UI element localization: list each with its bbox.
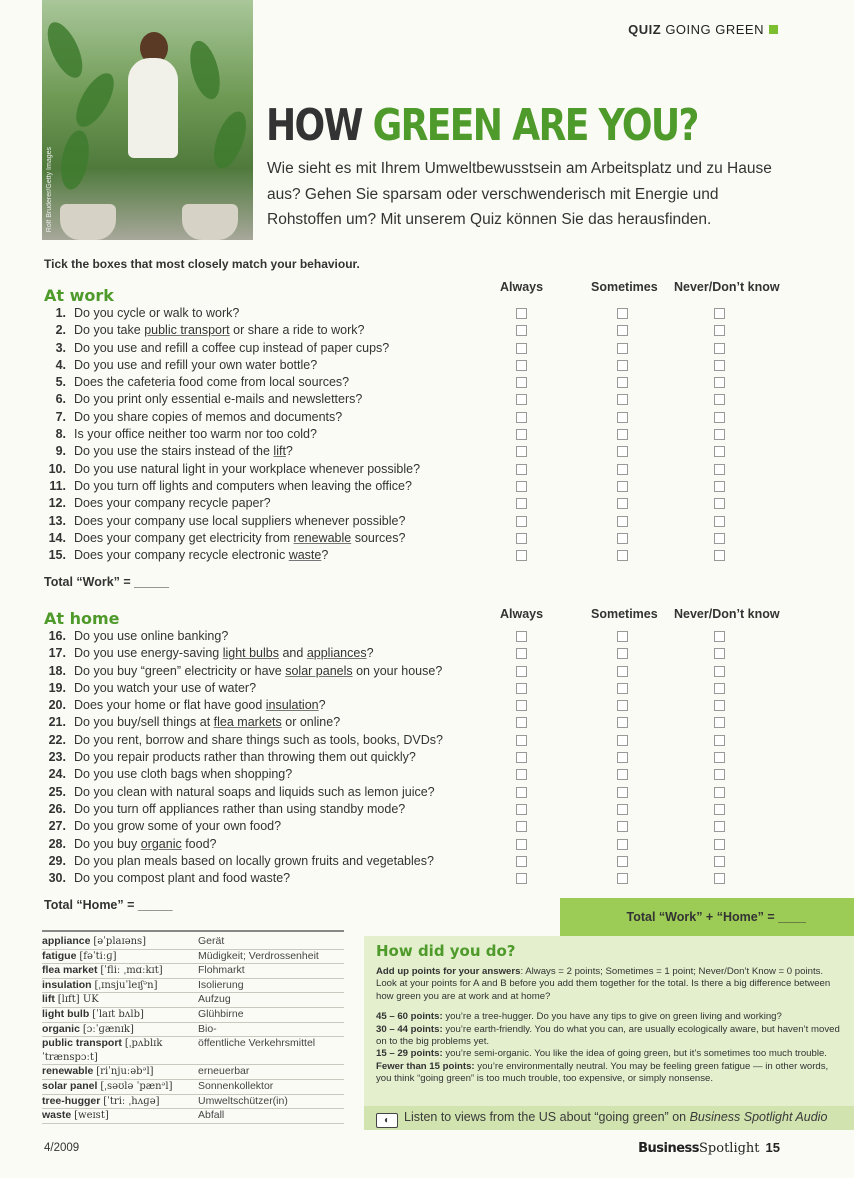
results-intro: Add up points for your answers: Always = 2 points; Sometimes = 1 point; Never/Don’t Know = 0 points. Look at your points for A and B before you add them together for the total. Is there a big difference between how green you are at work and at home? xyxy=(376,966,831,1002)
checkbox-always[interactable] xyxy=(516,550,527,561)
question-text: Do you compost plant and food waste? xyxy=(74,871,291,886)
checkbox-never[interactable] xyxy=(714,360,725,371)
glossary-term: flea market [ˈfliː ˌmɑːkɪt] xyxy=(42,964,163,977)
checkbox-never[interactable] xyxy=(714,821,725,832)
checkbox-sometimes[interactable] xyxy=(617,717,628,728)
glossary-entry xyxy=(42,993,344,1008)
glossary-pronunciation: [riˈnjuːəbᵊl] xyxy=(96,1066,154,1078)
question-number: 6. xyxy=(55,392,66,407)
question-number: 10. xyxy=(48,461,66,476)
question-text: Do you cycle or walk to work? xyxy=(74,306,240,320)
question-row xyxy=(44,646,804,663)
question-number: 21. xyxy=(48,715,66,730)
glossary-pronunciation: [ˈfliː ˌmɑːkɪt] xyxy=(100,965,163,977)
glossary-term: insulation [ˌɪnsjuˈleɪʃᵊn] xyxy=(42,978,158,991)
glossary-entry xyxy=(42,1095,344,1110)
glossary-entry xyxy=(42,964,344,979)
checkbox-never[interactable] xyxy=(714,631,725,642)
question-number: 17. xyxy=(48,646,66,661)
checkbox-never[interactable] xyxy=(714,769,725,780)
checkbox-always[interactable] xyxy=(516,412,527,423)
checkbox-never[interactable] xyxy=(714,804,725,815)
question-number: 8. xyxy=(55,427,66,442)
page-title: HOW GREEN ARE YOU? xyxy=(266,100,698,151)
glossary-translation: Müdigkeit; Verdrossenheit xyxy=(198,949,319,962)
glossary-translation: Flohmarkt xyxy=(198,964,245,977)
question-number: 12. xyxy=(48,496,66,511)
glossary-translation: Umweltschützer(in) xyxy=(198,1094,288,1107)
glossary-pronunciation: [ˌsəʊlə ˈpænᵊl] xyxy=(100,1080,173,1092)
checkbox-never[interactable] xyxy=(714,700,725,711)
issue-date: 4/2009 xyxy=(44,1142,80,1154)
question-row xyxy=(44,341,804,358)
glossary-term: lift [lɪft] UK xyxy=(42,993,99,1006)
checkbox-never[interactable] xyxy=(714,308,725,319)
question-text: Do you use energy-saving light bulbs and appliances? xyxy=(74,646,374,661)
question-row xyxy=(44,514,804,531)
audio-cd-icon: ◐ xyxy=(376,1113,398,1128)
glossary-pronunciation: [weɪst] xyxy=(74,1110,109,1122)
section-title-home: At home xyxy=(44,609,120,628)
question-row xyxy=(44,715,804,732)
question-number: 25. xyxy=(48,784,66,799)
checkbox-always[interactable] xyxy=(516,446,527,457)
col-sometimes: Sometimes xyxy=(591,280,658,294)
checkbox-always[interactable] xyxy=(516,533,527,544)
checkbox-sometimes[interactable] xyxy=(617,769,628,780)
question-text: Do you use natural light in your workplace whenever possible? xyxy=(74,461,421,476)
question-row xyxy=(44,854,804,871)
question-text: Do you buy “green” electricity or have solar panels on your house? xyxy=(74,663,443,678)
checkbox-sometimes[interactable] xyxy=(617,550,628,561)
checkbox-never[interactable] xyxy=(714,752,725,763)
checkbox-always[interactable] xyxy=(516,394,527,405)
glossary-term: waste [weɪst] xyxy=(42,1109,109,1122)
checkbox-always[interactable] xyxy=(516,325,527,336)
question-text: Do you share copies of memos and documents? xyxy=(74,409,343,424)
question-text: Does your company recycle paper? xyxy=(74,496,271,511)
question-number: 1. xyxy=(55,306,66,320)
glossary-term: solar panel [ˌsəʊlə ˈpænᵊl] xyxy=(42,1079,173,1092)
checkbox-always[interactable] xyxy=(516,648,527,659)
audio-promo: ◐ Listen to views from the US about “going green” on Business Spotlight Audio xyxy=(364,1106,854,1130)
checkbox-sometimes[interactable] xyxy=(617,666,628,677)
section-title-work: At work xyxy=(44,286,114,305)
glossary-entry xyxy=(42,1065,344,1080)
question-row xyxy=(44,767,804,784)
question-text: Do you grow some of your own food? xyxy=(74,819,282,834)
checkbox-sometimes[interactable] xyxy=(617,360,628,371)
glossary-translation: öffentliche Verkehrsmittel xyxy=(198,1037,316,1050)
checkbox-never[interactable] xyxy=(714,325,725,336)
footer-brand: BusinessSpotlight 15 xyxy=(638,1140,780,1156)
glossary-term: public transport [ˌpʌblɪk ˈtrænspɔːt] xyxy=(42,1037,163,1063)
checkbox-sometimes[interactable] xyxy=(617,873,628,884)
question-row xyxy=(44,871,804,888)
question-row xyxy=(44,462,804,479)
question-row xyxy=(44,629,804,646)
glossary-pronunciation: [ˌɪnsjuˈleɪʃᵊn] xyxy=(94,979,158,991)
question-text: Do you repair products rather than throwing them out quickly? xyxy=(74,750,416,765)
checkbox-always[interactable] xyxy=(516,700,527,711)
checkbox-sometimes[interactable] xyxy=(617,839,628,850)
checkbox-always[interactable] xyxy=(516,308,527,319)
question-text: Do you buy organic food? xyxy=(74,836,217,851)
glossary-translation: Bio- xyxy=(198,1022,217,1035)
question-row xyxy=(44,785,804,802)
grand-total: Total “Work” + “Home” = ____ xyxy=(626,910,806,924)
question-row xyxy=(44,392,804,409)
glossary-entry xyxy=(42,1037,344,1065)
checkbox-always[interactable] xyxy=(516,429,527,440)
question-number: 7. xyxy=(55,409,66,424)
question-row xyxy=(44,444,804,461)
checkbox-sometimes[interactable] xyxy=(617,394,628,405)
question-row xyxy=(44,802,804,819)
checkbox-sometimes[interactable] xyxy=(617,752,628,763)
glossary-pronunciation: [lɪft] UK xyxy=(57,994,99,1006)
glossary-pronunciation: [ɔːˈɡænɪk] xyxy=(82,1023,134,1035)
checkbox-sometimes[interactable] xyxy=(617,821,628,832)
checkbox-sometimes[interactable] xyxy=(617,516,628,527)
checkbox-never[interactable] xyxy=(714,873,725,884)
glossary-pronunciation: [ˈlaɪt bʌlb] xyxy=(92,1008,144,1020)
question-text: Does your company get electricity from renewable sources? xyxy=(74,530,406,545)
intro-text: Wie sieht es mit Ihrem Umweltbewusstsein am Arbeitsplatz und zu Hause aus? Gehen Sie sparsam oder verschwenderisch mit Energie und Rohstoffen um? Mit unserem Quiz können Sie das herausfinden. xyxy=(267,160,772,228)
question-text: Do you watch your use of water? xyxy=(74,680,257,695)
question-text: Do you rent, borrow and share things such as tools, books, DVDs? xyxy=(74,732,443,747)
glossary-term: tree-hugger [ˈtriː ˌhʌɡə] xyxy=(42,1094,160,1107)
checkbox-never[interactable] xyxy=(714,343,725,354)
checkbox-sometimes[interactable] xyxy=(617,498,628,509)
glossary-term: appliance [əˈplaɪəns] xyxy=(42,935,147,947)
checkbox-never[interactable] xyxy=(714,666,725,677)
checkbox-always[interactable] xyxy=(516,839,527,850)
work-questions xyxy=(44,306,804,565)
section-kicker: QUIZ GOING GREEN xyxy=(628,22,778,37)
checkbox-sometimes[interactable] xyxy=(617,446,628,457)
checkbox-sometimes[interactable] xyxy=(617,631,628,642)
checkbox-sometimes[interactable] xyxy=(617,377,628,388)
question-row xyxy=(44,375,804,392)
question-number: 9. xyxy=(55,444,66,459)
checkbox-always[interactable] xyxy=(516,683,527,694)
question-text: Do you take public transport or share a ride to work? xyxy=(74,323,365,338)
glossary-entry xyxy=(42,1023,344,1038)
total-work: Total “Work” = _____ xyxy=(44,575,169,589)
glossary-translation: Aufzug xyxy=(198,993,231,1006)
checkbox-always[interactable] xyxy=(516,735,527,746)
checkbox-always[interactable] xyxy=(516,516,527,527)
question-row xyxy=(44,733,804,750)
checkbox-never[interactable] xyxy=(714,787,725,798)
checkbox-sometimes[interactable] xyxy=(617,464,628,475)
glossary-pronunciation: [fəˈtiːɡ] xyxy=(79,950,117,962)
question-text: Do you buy/sell things at flea markets or online? xyxy=(74,715,341,730)
glossary xyxy=(42,930,344,1124)
checkbox-never[interactable] xyxy=(714,839,725,850)
glossary-translation: Isolierung xyxy=(198,978,244,991)
checkbox-sometimes[interactable] xyxy=(617,533,628,544)
checkbox-always[interactable] xyxy=(516,343,527,354)
question-row xyxy=(44,819,804,836)
question-text: Do you use the stairs instead of the lift? xyxy=(74,444,293,459)
glossary-translation: erneuerbar xyxy=(198,1065,250,1078)
checkbox-always[interactable] xyxy=(516,666,527,677)
question-number: 13. xyxy=(48,513,66,528)
question-text: Do you use online banking? xyxy=(74,629,229,643)
checkbox-sometimes[interactable] xyxy=(617,787,628,798)
checkbox-sometimes[interactable] xyxy=(617,429,628,440)
glossary-term: renewable [riˈnjuːəbᵊl] xyxy=(42,1065,154,1078)
glossary-term: organic [ɔːˈɡænɪk] xyxy=(42,1022,134,1035)
question-number: 27. xyxy=(48,819,66,834)
checkbox-never[interactable] xyxy=(714,498,725,509)
checkbox-never[interactable] xyxy=(714,648,725,659)
question-text: Do you print only essential e-mails and newsletters? xyxy=(74,392,363,407)
question-row xyxy=(44,306,804,323)
instruction: Tick the boxes that most closely match your behaviour. xyxy=(44,257,360,271)
question-row xyxy=(44,427,804,444)
checkbox-always[interactable] xyxy=(516,717,527,728)
checkbox-sometimes[interactable] xyxy=(617,412,628,423)
checkbox-never[interactable] xyxy=(714,464,725,475)
col-sometimes-home: Sometimes xyxy=(591,607,658,621)
question-number: 14. xyxy=(48,530,66,545)
question-row xyxy=(44,410,804,427)
checkbox-never[interactable] xyxy=(714,683,725,694)
checkbox-sometimes[interactable] xyxy=(617,481,628,492)
checkbox-always[interactable] xyxy=(516,873,527,884)
glossary-entry xyxy=(42,979,344,994)
question-number: 23. xyxy=(48,750,66,765)
result-range-3: 15 – 29 points: you’re semi-organic. You like the idea of going green, but it’s sometimes too much trouble. xyxy=(376,1048,827,1060)
question-text: Do you use and refill your own water bottle? xyxy=(74,357,318,372)
col-always: Always xyxy=(500,280,544,294)
checkbox-never[interactable] xyxy=(714,550,725,561)
question-text: Do you use and refill a coffee cup instead of paper cups? xyxy=(74,340,390,355)
question-number: 20. xyxy=(48,698,66,713)
question-row xyxy=(44,548,804,565)
checkbox-sometimes[interactable] xyxy=(617,308,628,319)
checkbox-sometimes[interactable] xyxy=(617,735,628,746)
glossary-translation: Glühbirne xyxy=(198,1007,244,1020)
grand-total-bar xyxy=(560,898,854,936)
col-never-home: Never/Don’t know xyxy=(674,607,780,621)
question-number: 3. xyxy=(55,340,66,355)
glossary-pronunciation: [ˌpʌblɪk ˈtrænspɔːt] xyxy=(42,1038,163,1063)
checkbox-always[interactable] xyxy=(516,787,527,798)
glossary-entry xyxy=(42,950,344,965)
result-range-2: 30 – 44 points: you’re earth-friendly. You do what you can, are usually ecologically aware, but haven’t moved on to the big problems yet. xyxy=(376,1023,840,1048)
checkbox-always[interactable] xyxy=(516,481,527,492)
checkbox-sometimes[interactable] xyxy=(617,856,628,867)
checkbox-never[interactable] xyxy=(714,377,725,388)
checkbox-never[interactable] xyxy=(714,446,725,457)
question-row xyxy=(44,531,804,548)
question-text: Do you turn off lights and computers when leaving the office? xyxy=(74,478,412,493)
checkbox-always[interactable] xyxy=(516,769,527,780)
question-number: 16. xyxy=(48,629,66,643)
photo-credit: Rolf Bruderer/Getty Images xyxy=(46,146,53,232)
results-title: How did you do? xyxy=(376,942,516,960)
question-text: Does the cafeteria food come from local sources? xyxy=(74,375,350,390)
question-number: 24. xyxy=(48,767,66,782)
checkbox-always[interactable] xyxy=(516,856,527,867)
glossary-entry xyxy=(42,1109,344,1124)
total-home: Total “Home” = _____ xyxy=(44,898,173,912)
question-number: 26. xyxy=(48,801,66,816)
checkbox-never[interactable] xyxy=(714,516,725,527)
question-text: Does your home or flat have good insulation? xyxy=(74,698,326,713)
question-number: 2. xyxy=(55,323,66,338)
question-number: 4. xyxy=(55,357,66,372)
question-text: Does your company recycle electronic waste? xyxy=(74,548,329,563)
glossary-translation: Gerät xyxy=(198,935,225,947)
glossary-translation: Abfall xyxy=(198,1109,225,1122)
question-text: Do you turn off appliances rather than using standby mode? xyxy=(74,801,406,816)
question-number: 30. xyxy=(48,871,66,886)
glossary-pronunciation: [ˈtriː ˌhʌɡə] xyxy=(103,1095,160,1107)
col-always-home: Always xyxy=(500,607,544,621)
question-row xyxy=(44,698,804,715)
checkbox-never[interactable] xyxy=(714,394,725,405)
col-never: Never/Don’t know xyxy=(674,280,780,294)
glossary-translation: Sonnenkollektor xyxy=(198,1079,274,1092)
checkbox-always[interactable] xyxy=(516,821,527,832)
checkbox-sometimes[interactable] xyxy=(617,648,628,659)
checkbox-sometimes[interactable] xyxy=(617,804,628,815)
result-range-1: 45 – 60 points: you’re a tree-hugger. Do you have any tips to give on green living and working? xyxy=(376,1011,782,1023)
checkbox-sometimes[interactable] xyxy=(617,683,628,694)
question-row xyxy=(44,681,804,698)
checkbox-sometimes[interactable] xyxy=(617,700,628,711)
checkbox-sometimes[interactable] xyxy=(617,325,628,336)
checkbox-never[interactable] xyxy=(714,533,725,544)
question-row xyxy=(44,750,804,767)
checkbox-never[interactable] xyxy=(714,717,725,728)
result-range-4: Fewer than 15 points: you’re environmentally neutral. You may be feeling green fatigue — in other words, you think “going green” is too much trouble, too expensive, or simply nonsense. xyxy=(376,1060,829,1085)
checkbox-always[interactable] xyxy=(516,498,527,509)
question-row xyxy=(44,837,804,854)
question-number: 22. xyxy=(48,732,66,747)
question-text: Do you clean with natural soaps and liquids such as lemon juice? xyxy=(74,784,435,799)
checkbox-always[interactable] xyxy=(516,377,527,388)
checkbox-never[interactable] xyxy=(714,856,725,867)
question-number: 29. xyxy=(48,853,66,868)
question-text: Do you use cloth bags when shopping? xyxy=(74,767,293,782)
question-number: 15. xyxy=(48,548,66,563)
checkbox-never[interactable] xyxy=(714,481,725,492)
question-text: Do you plan meals based on locally grown fruits and vegetables? xyxy=(74,853,434,868)
question-row xyxy=(44,323,804,340)
question-text: Does your company use local suppliers whenever possible? xyxy=(74,513,406,528)
glossary-term: light bulb [ˈlaɪt bʌlb] xyxy=(42,1007,144,1020)
question-row xyxy=(44,358,804,375)
checkbox-sometimes[interactable] xyxy=(617,343,628,354)
checkbox-always[interactable] xyxy=(516,464,527,475)
checkbox-always[interactable] xyxy=(516,360,527,371)
question-number: 28. xyxy=(48,836,66,851)
checkbox-always[interactable] xyxy=(516,631,527,642)
question-row xyxy=(44,479,804,496)
photo-woman-plants xyxy=(42,0,253,240)
checkbox-never[interactable] xyxy=(714,735,725,746)
glossary-entry xyxy=(42,1080,344,1095)
question-number: 19. xyxy=(48,680,66,695)
glossary-pronunciation: [əˈplaɪəns] xyxy=(93,936,147,947)
checkbox-never[interactable] xyxy=(714,429,725,440)
checkbox-always[interactable] xyxy=(516,804,527,815)
glossary-entry xyxy=(42,935,344,950)
question-number: 18. xyxy=(48,663,66,678)
question-row xyxy=(44,664,804,681)
page-number: 15 xyxy=(765,1140,780,1155)
question-number: 11. xyxy=(49,478,66,493)
question-text: Is your office neither too warm nor too cold? xyxy=(74,427,317,442)
glossary-entry xyxy=(42,1008,344,1023)
checkbox-never[interactable] xyxy=(714,412,725,423)
glossary-term: fatigue [fəˈtiːɡ] xyxy=(42,949,117,962)
home-questions xyxy=(44,629,804,888)
checkbox-always[interactable] xyxy=(516,752,527,763)
question-row xyxy=(44,496,804,513)
question-number: 5. xyxy=(55,375,66,390)
results-box xyxy=(364,936,854,1130)
